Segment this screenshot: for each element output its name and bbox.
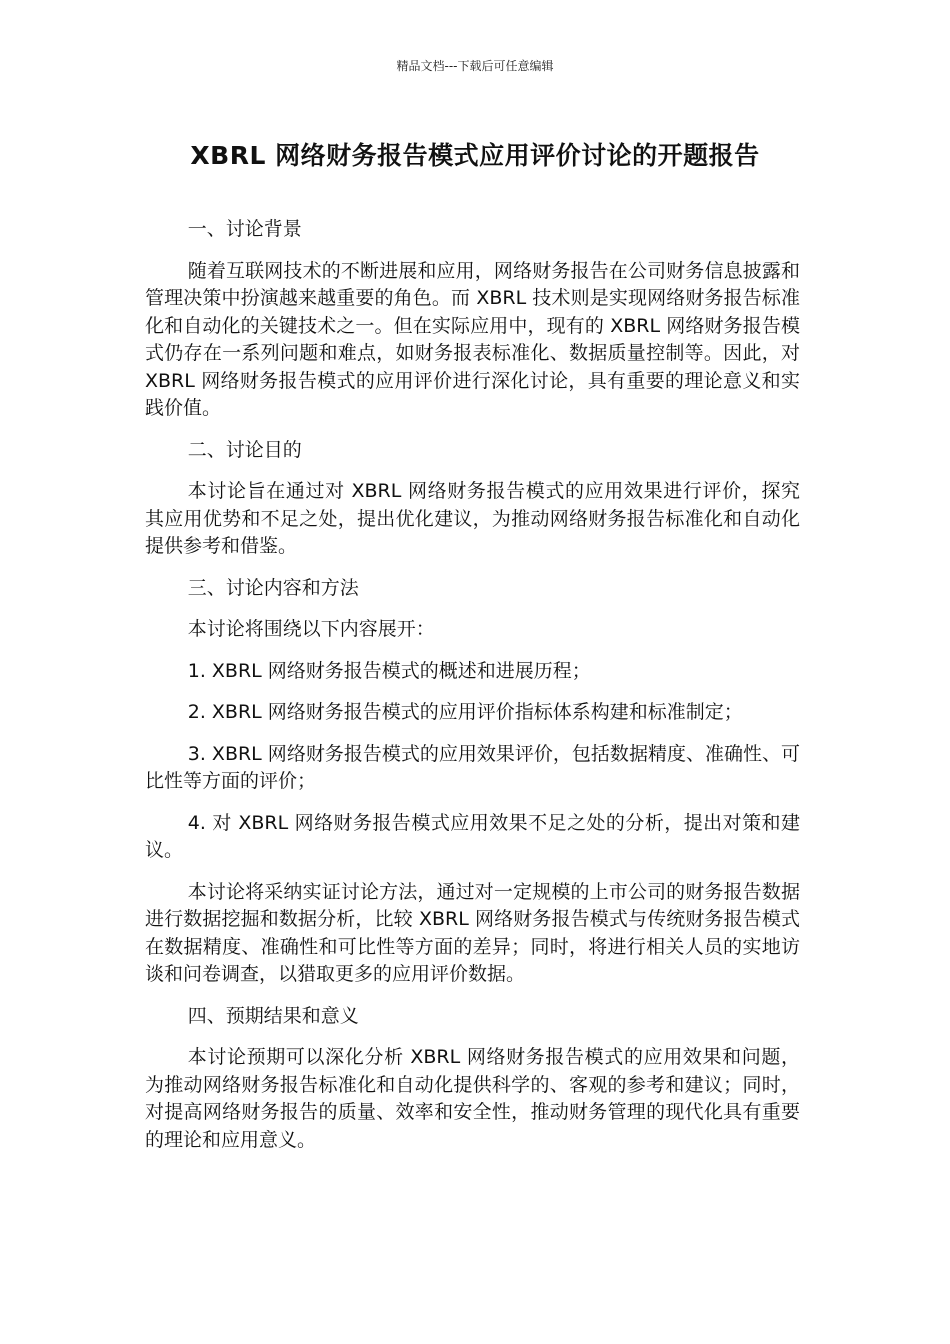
content-list-item-4: 4. 对 XBRL 网络财务报告模式应用效果不足之处的分析，提出对策和建议。 xyxy=(145,811,800,861)
content-intro: 本讨论将围绕以下内容展开： xyxy=(187,618,435,640)
purpose-paragraph: 本讨论旨在通过对 XBRL 网络财务报告模式的应用效果进行评价，探究其应用优势和不足之处，提出优化建议，为推动网络财务报告标准化和自动化提供参考和借鉴。 xyxy=(145,480,800,557)
content-list-item-1: 1. XBRL 网络财务报告模式的概述和进展历程； xyxy=(187,659,591,682)
expected-results-paragraph: 本讨论预期可以深化分析 XBRL 网络财务报告模式的应用效果和问题，为推动网络财务报告标准化和自动化提供科学的、客观的参考和建议；同时，对提高网络财务报告的质量、效率和安全性，推动财务管理的现代化具有重要的理论和应用意义。 xyxy=(145,1046,800,1151)
section-heading-background: 一、讨论背景 xyxy=(187,218,302,240)
section-heading-expected-results: 四、预期结果和意义 xyxy=(187,1004,359,1027)
methods-paragraph: 本讨论将采纳实证讨论方法，通过对一定规模的上市公司的财务报告数据进行数据挖掘和数据分析，比较 XBRL 网络财务报告模式与传统财务报告模式在数据精度、准确性和可比性等方面的差异；同时，将进行相关人员的实地访谈和问卷调查，以猎取更多的应用评价数据。 xyxy=(145,880,800,985)
document-title: XBRL 网络财务报告模式应用评价讨论的开题报告 xyxy=(190,141,760,170)
document-body xyxy=(145,216,800,1168)
background-paragraph: 随着互联网技术的不断进展和应用，网络财务报告在公司财务信息披露和管理决策中扮演越来越重要的角色。而 XBRL 技术则是实现网络财务报告标准化和自动化的关键技术之一。但在实际应用中，现有的 XBRL 网络财务报告模式仍存在一系列问题和难点，如财务报表标准化、数据质量控制等。因此，对 XBRL 网络财务报告模式的应用评价进行深化讨论，具有重要的理论意义和实践价值。 xyxy=(145,259,800,419)
section-heading-purpose: 二、讨论目的 xyxy=(187,438,302,461)
content-list-item-3: 3. XBRL 网络财务报告模式的应用效果评价，包括数据精度、准确性、可比性等方面的评价； xyxy=(145,742,800,792)
section-heading-content-methods: 三、讨论内容和方法 xyxy=(187,576,359,599)
header-note: 精品文档---下载后可任意编辑 xyxy=(396,59,554,73)
content-list-item-2: 2. XBRL 网络财务报告模式的应用评价指标体系构建和标准制定； xyxy=(187,701,743,723)
